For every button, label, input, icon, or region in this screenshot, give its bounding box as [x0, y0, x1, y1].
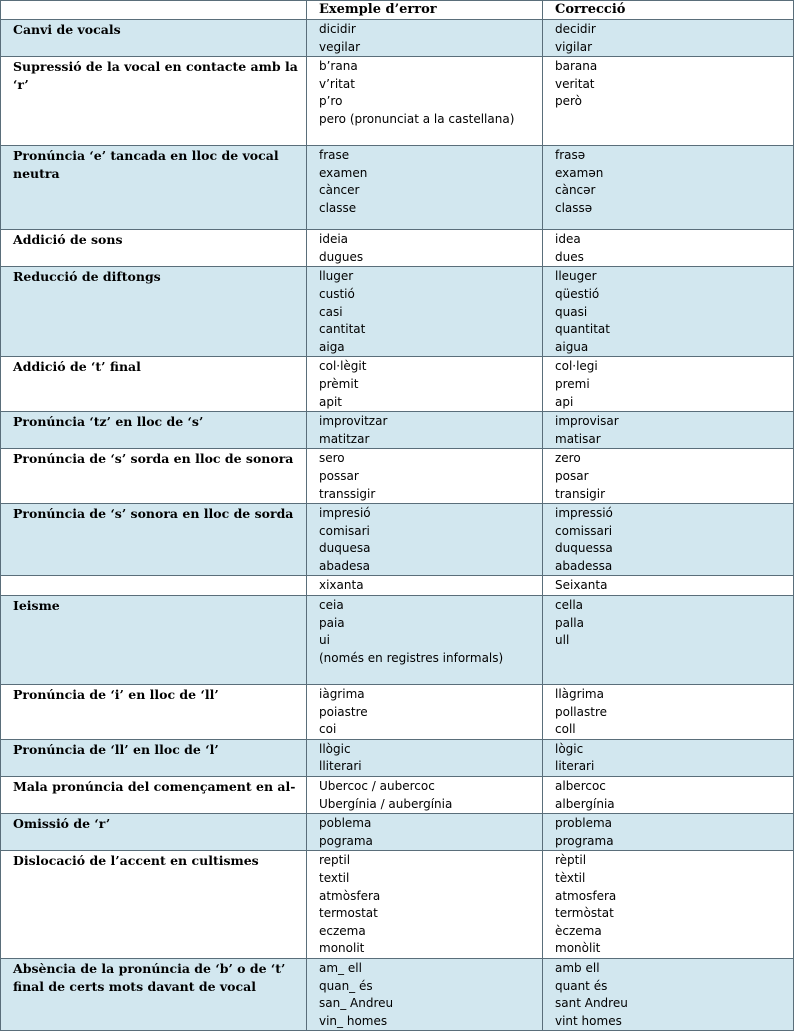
header-correction: Correcció: [543, 1, 794, 20]
table-row: [1, 57, 794, 146]
correction-list: [543, 958, 794, 1030]
error-category: [1, 576, 307, 596]
correction-list: [543, 357, 794, 412]
error-category: Dislocació de l’accent en cultismes: [1, 851, 307, 959]
error-category: Pronúncia de ‘ll’ en lloc de ‘l’: [1, 739, 307, 776]
example-item: quan_ és: [319, 978, 373, 993]
example-item: dicidir: [319, 22, 356, 36]
correction-list: [543, 412, 794, 449]
example-item: eczema: [319, 923, 366, 938]
table-row: [1, 958, 794, 1030]
example-item: atmòsfera: [319, 888, 381, 903]
example-item: ideia: [319, 232, 349, 247]
correction-item: llàgrima: [555, 687, 604, 702]
error-category: Addició de sons: [1, 230, 307, 267]
table-row: [1, 814, 794, 851]
table-row: [1, 576, 794, 596]
example-item: matitzar: [319, 431, 370, 446]
error-examples: [307, 814, 543, 851]
correction-item: vint homes: [555, 1013, 622, 1028]
example-item: lliterari: [319, 759, 362, 774]
header-row: [1, 1, 794, 20]
example-item: monolit: [319, 941, 365, 956]
correction-item: tèxtil: [555, 871, 586, 885]
correction-item: posar: [555, 468, 589, 483]
example-item: apit: [319, 394, 343, 409]
example-item: frase: [319, 148, 350, 163]
table-row: [1, 357, 794, 412]
example-item: vegilar: [319, 39, 361, 54]
example-item: abadesa: [319, 558, 370, 573]
example-item: poiastre: [319, 704, 368, 719]
table-row: [1, 412, 794, 449]
correction-list: [543, 449, 794, 504]
correction-item: matisar: [555, 431, 601, 446]
correction-item: però: [555, 94, 583, 109]
error-examples: [307, 851, 543, 959]
table-row: [1, 596, 794, 685]
correction-item: èczema: [555, 923, 602, 938]
correction-item: barana: [555, 59, 598, 74]
table-row: [1, 146, 794, 230]
correction-list: [543, 504, 794, 576]
correction-item: vigilar: [555, 39, 593, 54]
error-category: Pronúncia de ‘s’ sonora en lloc de sorda: [1, 504, 307, 576]
table-row: [1, 504, 794, 576]
error-category: Supressió de la vocal en contacte amb la ‘r’: [1, 57, 307, 146]
correction-item: duquessa: [555, 541, 613, 556]
error-category: Canvi de vocals: [1, 20, 307, 57]
correction-item: cella: [555, 598, 584, 613]
correction-item: col·legi: [555, 359, 598, 374]
correction-list: [543, 146, 794, 230]
correction-list: [543, 851, 794, 959]
correction-list: [543, 685, 794, 740]
correction-item: quasi: [555, 304, 588, 319]
correction-item: decidir: [555, 22, 596, 36]
correction-item: programa: [555, 833, 614, 848]
error-category: Reducció de diftongs: [1, 267, 307, 357]
example-item: cantitat: [319, 322, 366, 337]
example-item: col·lègit: [319, 359, 367, 374]
correction-item: ull: [555, 633, 570, 648]
correction-item: pollastre: [555, 704, 607, 719]
example-item: transsigir: [319, 486, 376, 501]
example-item: duquesa: [319, 541, 371, 556]
error-examples: [307, 57, 543, 146]
example-item: impresió: [319, 506, 371, 521]
example-item: coi: [319, 722, 337, 737]
correction-list: [543, 20, 794, 57]
error-category: Mala pronúncia del començament en al-: [1, 777, 307, 814]
correction-item: transigir: [555, 486, 606, 501]
error-examples: [307, 146, 543, 230]
correction-item: frasə: [555, 148, 586, 163]
correction-item: sant Andreu: [555, 996, 628, 1011]
error-examples: [307, 412, 543, 449]
correction-list: [543, 576, 794, 596]
correction-item: termòstat: [555, 906, 614, 921]
error-category: Pronúncia ‘tz’ en lloc de ‘s’: [1, 412, 307, 449]
correction-item: idea: [555, 232, 581, 247]
correction-item: dues: [555, 249, 584, 264]
example-item: (només en registres informals): [319, 650, 504, 665]
example-item: custió: [319, 286, 355, 301]
example-item: pograma: [319, 833, 373, 848]
correction-item: classə: [555, 200, 593, 215]
table-row: [1, 851, 794, 959]
correction-list: [543, 596, 794, 685]
correction-item: veritat: [555, 76, 595, 91]
error-examples: [307, 20, 543, 57]
error-category: Addició de ‘t’ final: [1, 357, 307, 412]
correction-item: rèptil: [555, 853, 587, 868]
table-row: [1, 449, 794, 504]
correction-item: atmosfera: [555, 888, 617, 903]
example-item: prèmit: [319, 376, 359, 391]
error-examples: [307, 504, 543, 576]
example-item: comisari: [319, 523, 370, 538]
example-item: Ubergínia / aubergínia: [319, 796, 453, 811]
correction-item: literari: [555, 759, 595, 774]
correction-item: api: [555, 394, 574, 409]
error-category: Pronúncia de ‘s’ sorda en lloc de sonora: [1, 449, 307, 504]
correction-item: albercoc: [555, 779, 606, 794]
correction-list: [543, 739, 794, 776]
correction-item: Seixanta: [555, 578, 608, 593]
correction-list: [543, 267, 794, 357]
header-example: Exemple d’error: [307, 1, 543, 20]
correction-item: comissari: [555, 523, 613, 538]
error-category: Omissió de ‘r’: [1, 814, 307, 851]
correction-list: [543, 814, 794, 851]
example-item: paia: [319, 615, 345, 630]
error-examples: [307, 267, 543, 357]
example-item: san_ Andreu: [319, 996, 394, 1011]
error-examples: [307, 230, 543, 267]
correction-item: problema: [555, 816, 613, 831]
example-item: Ubercoc / aubercoc: [319, 779, 435, 794]
error-category: Pronúncia de ‘i’ en lloc de ‘ll’: [1, 685, 307, 740]
table-row: [1, 685, 794, 740]
example-item: classe: [319, 200, 357, 215]
error-examples: [307, 449, 543, 504]
correction-item: quantitat: [555, 322, 610, 337]
example-item: pero (pronunciat a la castellana): [319, 111, 515, 126]
correction-item: monòlit: [555, 941, 601, 956]
table-row: [1, 739, 794, 776]
error-examples: [307, 777, 543, 814]
correction-item: lògic: [555, 741, 584, 756]
example-item: p’ro: [319, 94, 343, 109]
correction-item: improvisar: [555, 414, 619, 429]
correction-item: qüestió: [555, 286, 600, 301]
error-examples: [307, 357, 543, 412]
correction-item: zero: [555, 451, 581, 466]
correction-item: palla: [555, 615, 584, 630]
correction-item: coll: [555, 722, 576, 737]
example-item: aiga: [319, 339, 345, 354]
error-examples: [307, 685, 543, 740]
table-row: [1, 777, 794, 814]
example-item: lluger: [319, 269, 354, 284]
correction-item: amb ell: [555, 960, 600, 975]
correction-list: [543, 230, 794, 267]
example-item: ui: [319, 633, 330, 648]
correction-item: impressió: [555, 506, 613, 521]
table-row: [1, 230, 794, 267]
correction-item: abadessa: [555, 558, 613, 573]
example-item: xixanta: [319, 578, 364, 593]
example-item: sero: [319, 451, 345, 466]
example-item: termostat: [319, 906, 378, 921]
example-item: poblema: [319, 816, 372, 831]
example-item: ceia: [319, 598, 344, 613]
error-category: Absència de la pronúncia de ‘b’ o de ‘t’ final de certs mots davant de vocal: [1, 958, 307, 1030]
correction-item: càncər: [555, 183, 596, 198]
example-item: reptil: [319, 853, 351, 868]
example-item: textil: [319, 871, 350, 885]
table-row: [1, 267, 794, 357]
correction-item: albergínia: [555, 796, 615, 811]
correction-item: lleuger: [555, 269, 597, 284]
example-item: possar: [319, 468, 359, 483]
correction-list: [543, 777, 794, 814]
example-item: iàgrima: [319, 687, 365, 702]
correction-item: aigua: [555, 339, 589, 354]
example-item: dugues: [319, 249, 364, 264]
correction-item: premi: [555, 376, 590, 391]
example-item: improvitzar: [319, 414, 388, 429]
example-item: v’ritat: [319, 76, 355, 91]
header-category: [1, 1, 307, 20]
error-examples: [307, 739, 543, 776]
correction-list: [543, 57, 794, 146]
error-category: Pronúncia ‘e’ tancada en lloc de vocal neutra: [1, 146, 307, 230]
example-item: casi: [319, 304, 343, 319]
example-item: examen: [319, 165, 368, 180]
table-row: [1, 20, 794, 57]
error-examples: [307, 958, 543, 1030]
error-examples: [307, 596, 543, 685]
error-category: Ieisme: [1, 596, 307, 685]
correction-item: examən: [555, 165, 604, 180]
example-item: b’rana: [319, 59, 358, 74]
example-item: am_ ell: [319, 960, 362, 975]
example-item: llògic: [319, 741, 351, 756]
example-item: vin_ homes: [319, 1013, 388, 1028]
correction-item: quant és: [555, 978, 608, 993]
error-examples: [307, 576, 543, 596]
example-item: càncer: [319, 183, 360, 198]
